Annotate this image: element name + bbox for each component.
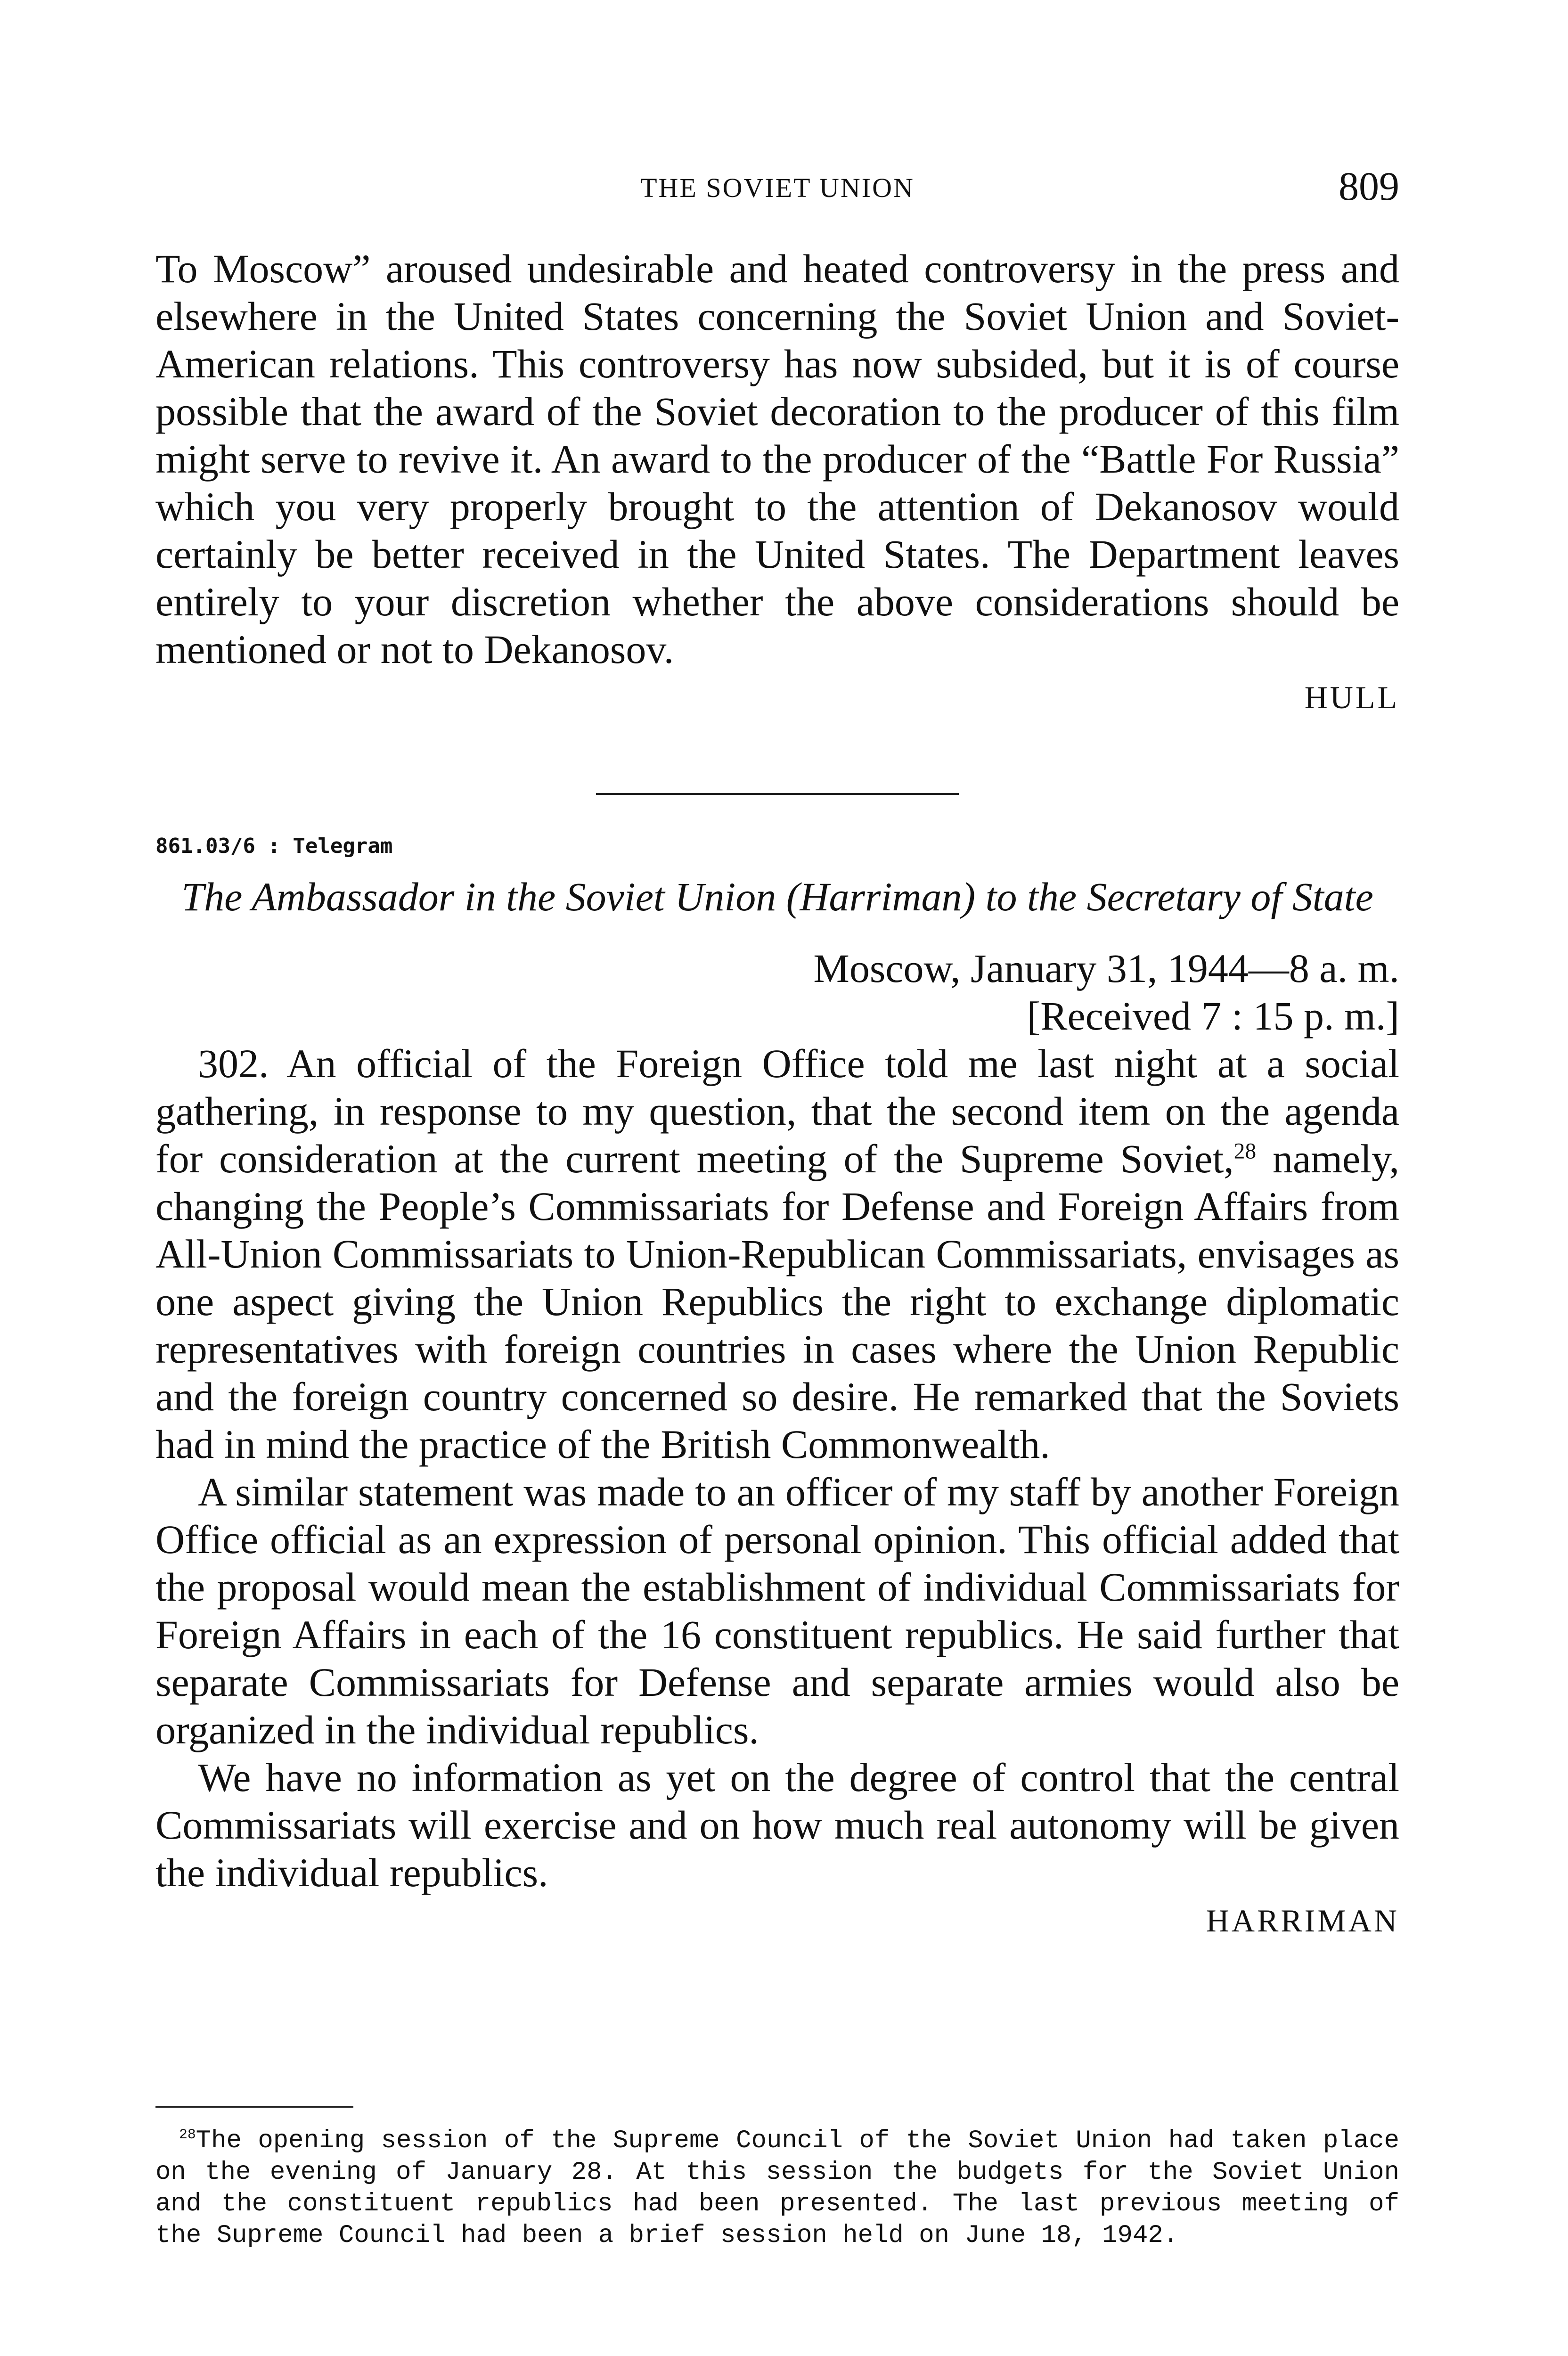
received-time: [Received 7 : 15 p. m.] — [1027, 993, 1399, 1039]
document-signature: HARRIMAN — [1206, 1903, 1399, 1939]
footnote-divider — [155, 2106, 353, 2108]
paragraph-2: A similar statement was made to an officer of my staff by another Foreign Office official as an expression of personal opinion. This official added that the proposal would mean the establishment of individual Commissariats for Foreign Affairs in each of the 16 constituent republics. He said further that separate Commissariats for Defense and separate armies would also be organized in the individual republics. — [155, 1469, 1399, 1752]
dateline: Moscow, January 31, 1944—8 a. m. — [813, 946, 1399, 991]
footnote-text: The opening session of the Supreme Council of the Soviet Union had taken place on the evening of January 28. At this session the budgets for the Soviet Union and the constituent republics had been presented. The last previous meeting of the Supreme Council had been a brief session held on June 18, 1942. — [155, 2127, 1399, 2250]
running-head: THE SOVIET UNION — [640, 172, 915, 203]
document-title: The Ambassador in the Soviet Union (Harriman) to the Secretary of State — [181, 874, 1373, 919]
footnotes — [155, 2125, 1399, 2251]
continuation-signature: HULL — [1304, 679, 1399, 715]
footnote-reference: 28 — [1233, 1139, 1257, 1164]
continuation-paragraph: To Moscow” aroused undesirable and heated controversy in the press and elsewhere in the United States concerning the Soviet Union and Soviet-American relations. This controversy has now subsided, but it is of course possible that the award of the Soviet decoration to the producer of this film might serve to revive it. An award to the producer of the “Battle For Russia” which you very properly brought to the attention of Dekanosov would certainly be better received in the United States. The Department leaves entirely to your discretion whether the above considerations should be mentioned or not to Dekanosov. — [155, 246, 1399, 672]
file-number: 861.03/6 : Telegram — [155, 834, 393, 858]
footnote-28 — [155, 2125, 1399, 2251]
footnote-number: 28 — [179, 2127, 196, 2143]
page-header — [155, 163, 1399, 214]
telegram-section — [155, 834, 1399, 1939]
paragraph-1-continued: namely, changing the People’s Commissariats for Defense and Foreign Affairs from All-Union Commissariats to Union-Republican Commissariats, envisages as one aspect giving the Union Republics the right to exchange diplomatic representatives with foreign countries in cases where the Union Republic and the foreign country concerned so desire. He remarked that the Soviets had in mind the practice of the British Commonwealth. — [155, 1136, 1400, 1467]
page-number: 809 — [1339, 164, 1399, 209]
paragraph-1 — [155, 1040, 1399, 1468]
paragraph-3: We have no information as yet on the degree of control that the central Commissariats will exercise and on how much real autonomy will be given the individual republics. — [155, 1755, 1399, 1895]
paragraph-1-text: 302. An official of the Foreign Office told me last night at a social gathering, in response to my question, that the second item on the agenda for consideration at the current meeting of the Supreme Soviet, — [155, 1041, 1399, 1181]
section-divider — [596, 793, 959, 795]
continuation-section — [155, 245, 1399, 716]
